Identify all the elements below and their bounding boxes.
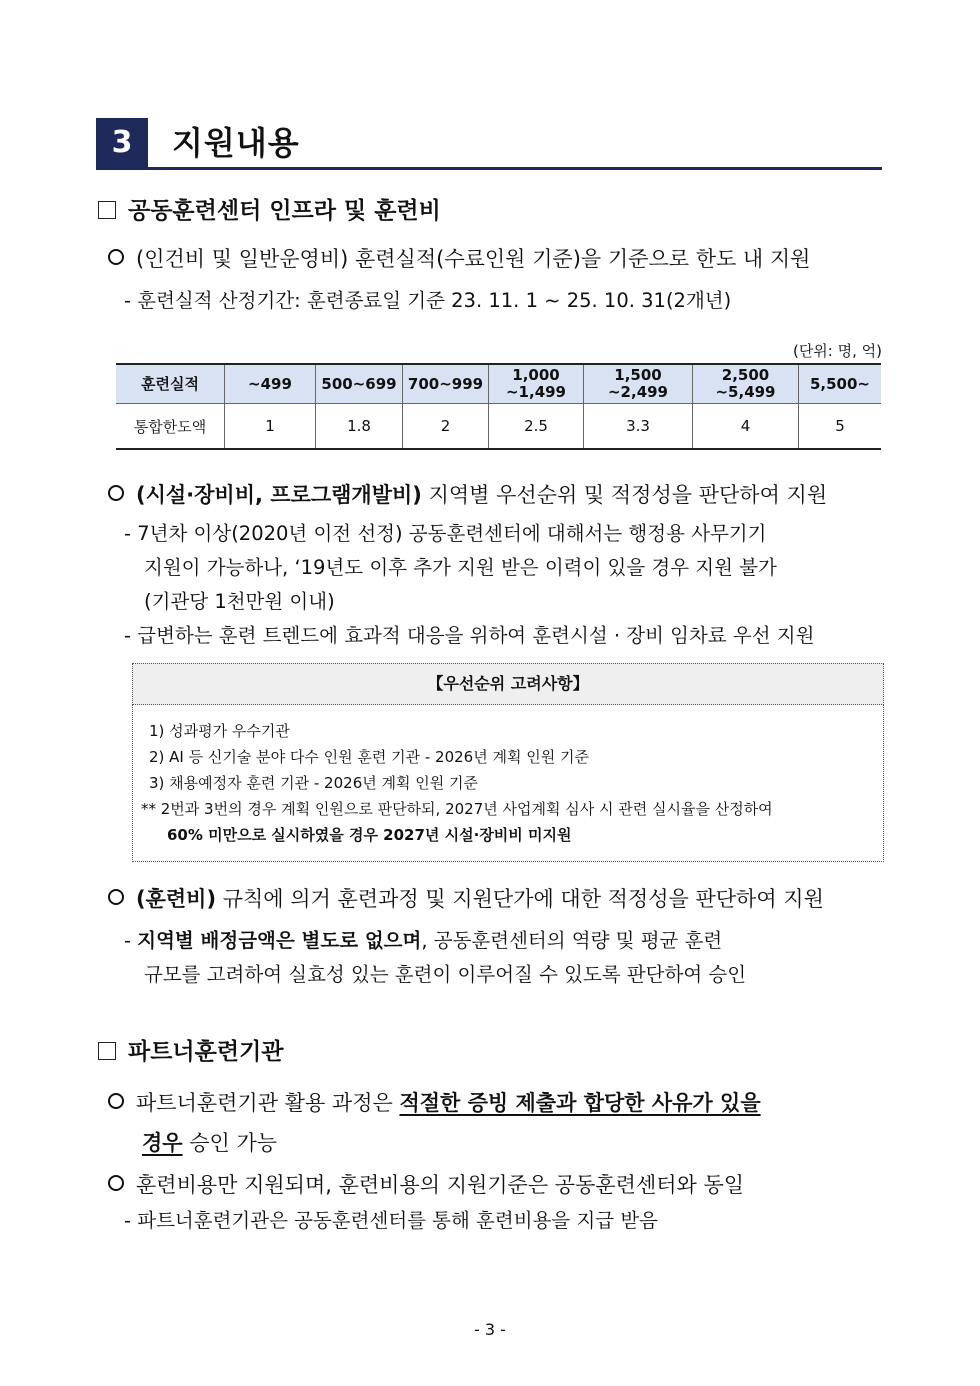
bullet-partner-cost [108, 1170, 744, 1200]
bullet-text: 규칙에 의거 훈련과정 및 지원단가에 대한 적정성을 판단하여 지원 [216, 887, 824, 911]
priority-item: 2) AI 등 신기술 분야 다수 인원 훈련 기관 - 2026년 계획 인원 기준 [149, 748, 589, 766]
table-cell: 2.5 [489, 404, 584, 450]
page-number: - 3 - [474, 1320, 506, 1339]
bullet-text: 승인 가능 [182, 1131, 278, 1155]
bullet-partner-approval-cont [142, 1128, 277, 1158]
bullet-text: 파트너훈련기관 활용 과정은 [136, 1091, 400, 1115]
table-header-cell: 1,500 ~2,499 [584, 364, 693, 404]
subsection-heading-partner [98, 1037, 284, 1067]
bullet-lead: (시설·장비비, 프로그램개발비) [136, 483, 422, 507]
table-header-cell: 500~699 [316, 364, 403, 404]
subsection-heading-text: 공동훈련센터 인프라 및 훈련비 [128, 198, 441, 224]
sub-bullet-line: (기관당 1천만원 이내) [144, 590, 335, 613]
bullet-lead: (훈련비) [136, 887, 217, 911]
section-number: 3 [96, 118, 148, 168]
sub-bullet-period: - 훈련실적 산정기간: 훈련종료일 기준 23. 11. 1 ~ 25. 10. 31(2개년) [124, 289, 732, 312]
sub-bullet-bold: 지역별 배정금액은 별도로 없으며 [137, 929, 422, 952]
table-header-cell: 5,500~ [799, 364, 882, 404]
bullet-training-cost [108, 884, 824, 914]
limit-table [116, 363, 881, 450]
table-header-row [116, 364, 881, 404]
priority-note-bold: 60% 미만으로 실시하였을 경우 2027년 시설·장비비 미지원 [167, 826, 572, 844]
bullet-partner-approval [108, 1088, 761, 1118]
sub-bullet-line: 규모를 고려하여 실효성 있는 훈련이 이루어질 수 있도록 판단하여 승인 [144, 963, 747, 986]
section-title: 지원내용 [172, 124, 300, 162]
circle-bullet-icon [108, 249, 124, 265]
sub-bullet-line: 지원이 가능하나, ‘19년도 이후 추가 지원 받은 이력이 있을 경우 지원 불가 [144, 556, 777, 579]
priority-box [132, 704, 884, 862]
section-divider [96, 167, 882, 170]
table-header-cell: 700~999 [403, 364, 489, 404]
priority-box-title: 【우선순위 고려사항】 [132, 663, 884, 705]
table-header-cell: 1,000 ~1,499 [489, 364, 584, 404]
table-unit: (단위: 명, 억) [792, 342, 882, 360]
subsection-heading-text: 파트너훈련기관 [128, 1039, 284, 1065]
bullet-labor-cost [108, 244, 810, 274]
bullet-underline: 경우 [142, 1131, 183, 1155]
table-cell: 4 [693, 404, 799, 450]
table-cell: 3.3 [584, 404, 693, 450]
bullet-text: 지역별 우선순위 및 적정성을 판단하여 지원 [421, 483, 828, 507]
circle-bullet-icon [108, 1093, 124, 1109]
priority-note: ** 2번과 3번의 경우 계획 인원으로 판단하되, 2027년 사업계획 심사 시 관련 실시율을 산정하여 [141, 800, 773, 818]
bullet-lead: (인건비 및 일반운영비) [136, 247, 349, 271]
circle-bullet-icon [108, 889, 124, 905]
bullet-text: 훈련실적(수료인원 기준)을 기준으로 한도 내 지원 [348, 247, 811, 271]
table-row [116, 404, 881, 450]
priority-item: 3) 채용예정자 훈련 기관 - 2026년 계획 인원 기준 [149, 774, 478, 792]
subsection-heading-infra [98, 196, 441, 226]
sub-bullet-line: - 급변하는 훈련 트렌드에 효과적 대응을 위하여 훈련시설 · 장비 임차료 우선 지원 [124, 624, 815, 647]
bullet-text: 훈련비용만 지원되며, 훈련비용의 지원기준은 공동훈련센터와 동일 [136, 1173, 745, 1197]
table-cell: 1 [225, 404, 316, 450]
table-row-label: 통합한도액 [116, 404, 225, 450]
table-header-cell: 2,500 ~5,499 [693, 364, 799, 404]
square-bullet-icon [98, 201, 116, 219]
sub-bullet-line: - 지역별 배정금액은 별도로 없으며, 공동훈련센터의 역량 및 평균 훈련 [124, 929, 723, 952]
priority-item: 1) 성과평가 우수기관 [149, 722, 290, 740]
table-cell: 1.8 [316, 404, 403, 450]
square-bullet-icon [98, 1042, 116, 1060]
sub-bullet-text: , 공동훈련센터의 역량 및 평균 훈련 [421, 929, 723, 952]
bullet-underline: 적절한 증빙 제출과 합당한 사유가 있을 [399, 1091, 761, 1115]
circle-bullet-icon [108, 1175, 124, 1191]
sub-bullet-line: - 파트너훈련기관은 공동훈련센터를 통해 훈련비용을 지급 받음 [124, 1209, 658, 1232]
bullet-facility-cost [108, 480, 827, 510]
table-header-cell: ~499 [225, 364, 316, 404]
table-cell: 2 [403, 404, 489, 450]
sub-bullet-line: - 7년차 이상(2020년 이전 선정) 공동훈련센터에 대해서는 행정용 사무기기 [124, 522, 767, 545]
table-header-label: 훈련실적 [116, 364, 225, 404]
table-cell: 5 [799, 404, 882, 450]
circle-bullet-icon [108, 485, 124, 501]
